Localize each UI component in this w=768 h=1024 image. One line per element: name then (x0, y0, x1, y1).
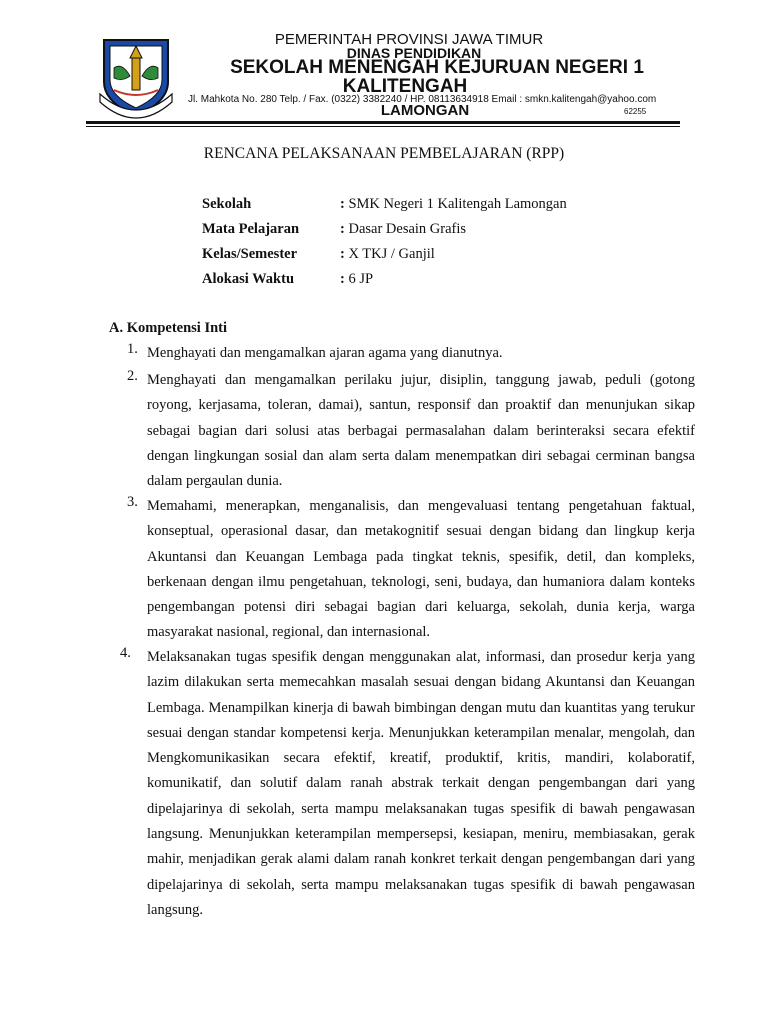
identity-row-subject (202, 221, 466, 238)
identity-label: Mata Pelajaran (202, 221, 300, 237)
identity-value: SMK Negeri 1 Kalitengah Lamongan (348, 196, 567, 212)
document-title: RENCANA PELAKSANAAN PEMBELAJARAN (RPP) (203, 145, 565, 162)
identity-colon: : (340, 246, 345, 262)
list-item-text: Memahami, menerapkan, menganalisis, dan mengevaluasi tentang pengetahuan faktual, konseptual, operasional dasar, dan metakognitif sesuai dengan bidang dan lingkup kerja Akuntansi dan Keuangan Lembaga pada tingkat teknis, spesifik, detil, dan kompleks, berkenaan dengan ilmu pengetahuan, teknologi, seni, budaya, dan humaniora dalam konteks pengembangan potensi diri sebagai bagian dari keluarga, sekolah, dunia kerja, warga masyarakat nasional, regional, dan internasional. (147, 498, 695, 641)
list-item-number: 1. (127, 341, 138, 357)
letterhead-city: LAMONGAN (380, 102, 470, 119)
identity-row-school (202, 196, 567, 213)
identity-colon: : (340, 271, 345, 287)
letterhead-school-name: SEKOLAH MENENGAH KEJURUAN NEGERI 1 (230, 57, 644, 78)
letterhead-government-name: PEMERINTAH PROVINSI JAWA TIMUR (274, 31, 544, 48)
letterhead-postal-code: 62255 (624, 107, 647, 116)
letterhead-thick-rule (86, 121, 680, 124)
list-item-number: 2. (127, 368, 138, 384)
identity-colon: : (340, 196, 345, 212)
identity-row-time-allocation (202, 271, 373, 288)
identity-label: Alokasi Waktu (202, 271, 295, 287)
identity-label: Sekolah (202, 196, 252, 212)
list-item-number: 3. (127, 494, 138, 510)
identity-value: 6 JP (348, 271, 374, 287)
identity-value: Dasar Desain Grafis (348, 221, 467, 237)
identity-colon: : (340, 221, 345, 237)
letterhead-department-name: DINAS PENDIDIKAN (346, 45, 482, 61)
list-item-number: 4. (120, 645, 131, 661)
list-item-text: Menghayati dan mengamalkan ajaran agama yang dianutnya. (147, 345, 503, 361)
letterhead-address: Jl. Mahkota No. 280 Telp. / Fax. (0322) 3382240 / HP. 08113634918 Email : smkn.kalitengah@yahoo.com (188, 94, 657, 105)
letterhead (0, 0, 768, 135)
identity-label: Kelas/Semester (202, 246, 298, 262)
list-item-text: Melaksanakan tugas spesifik dengan menggunakan alat, informasi, dan prosedur kerja yang lazim dilakukan serta memecahkan masalah sesuai dengan bidang Akuntansi dan Keuangan Lembaga. Menampilkan kinerja di bawah bimbingan dengan mutu dan kuantitas yang terukur sesuai dengan standar kompetensi kerja. Menunjukkan keterampilan menalar, mengolah, dan Mengkomunikasikan secara efektif, kreatif, produktif, kritis, mandiri, kolaboratif, komunikatif, dan solutif dalam ranah abstrak terkait dengan pengembangan dari yang dipelajarinya di sekolah, serta mampu melaksanakan tugas spesifik di bawah pengawasan langsung. Menunjukkan keterampilan mempersepsi, kesiapan, meniru, membiasakan, gerak mahir, menjadikan gerak alami dalam ranah konkret terkait dengan pengembangan dari yang dipelajarinya di sekolah, serta mampu melaksanakan tugas spesifik di bawah pengawasan langsung. (147, 649, 695, 918)
section-heading-core-competencies: A. Kompetensi Inti (109, 320, 228, 336)
letterhead-school-location: KALITENGAH (342, 76, 468, 97)
identity-value: X TKJ / Ganjil (348, 246, 435, 262)
list-item-text: Menghayati dan mengamalkan perilaku jujur, disiplin, tanggung jawab, peduli (gotong royong, kerjasama, toleran, damai), santun, responsif dan proaktif dan menunjukan sikap sebagai bagian dari solusi atas berbagai permasalahan dalam berinteraksi secara efektif dengan lingkungan sosial dan alam serta dalam menempatkan diri sebagai cerminan bangsa dalam pergaulan dunia. (147, 372, 695, 490)
identity-row-class-semester (202, 246, 435, 263)
letterhead-thin-rule (86, 126, 680, 127)
